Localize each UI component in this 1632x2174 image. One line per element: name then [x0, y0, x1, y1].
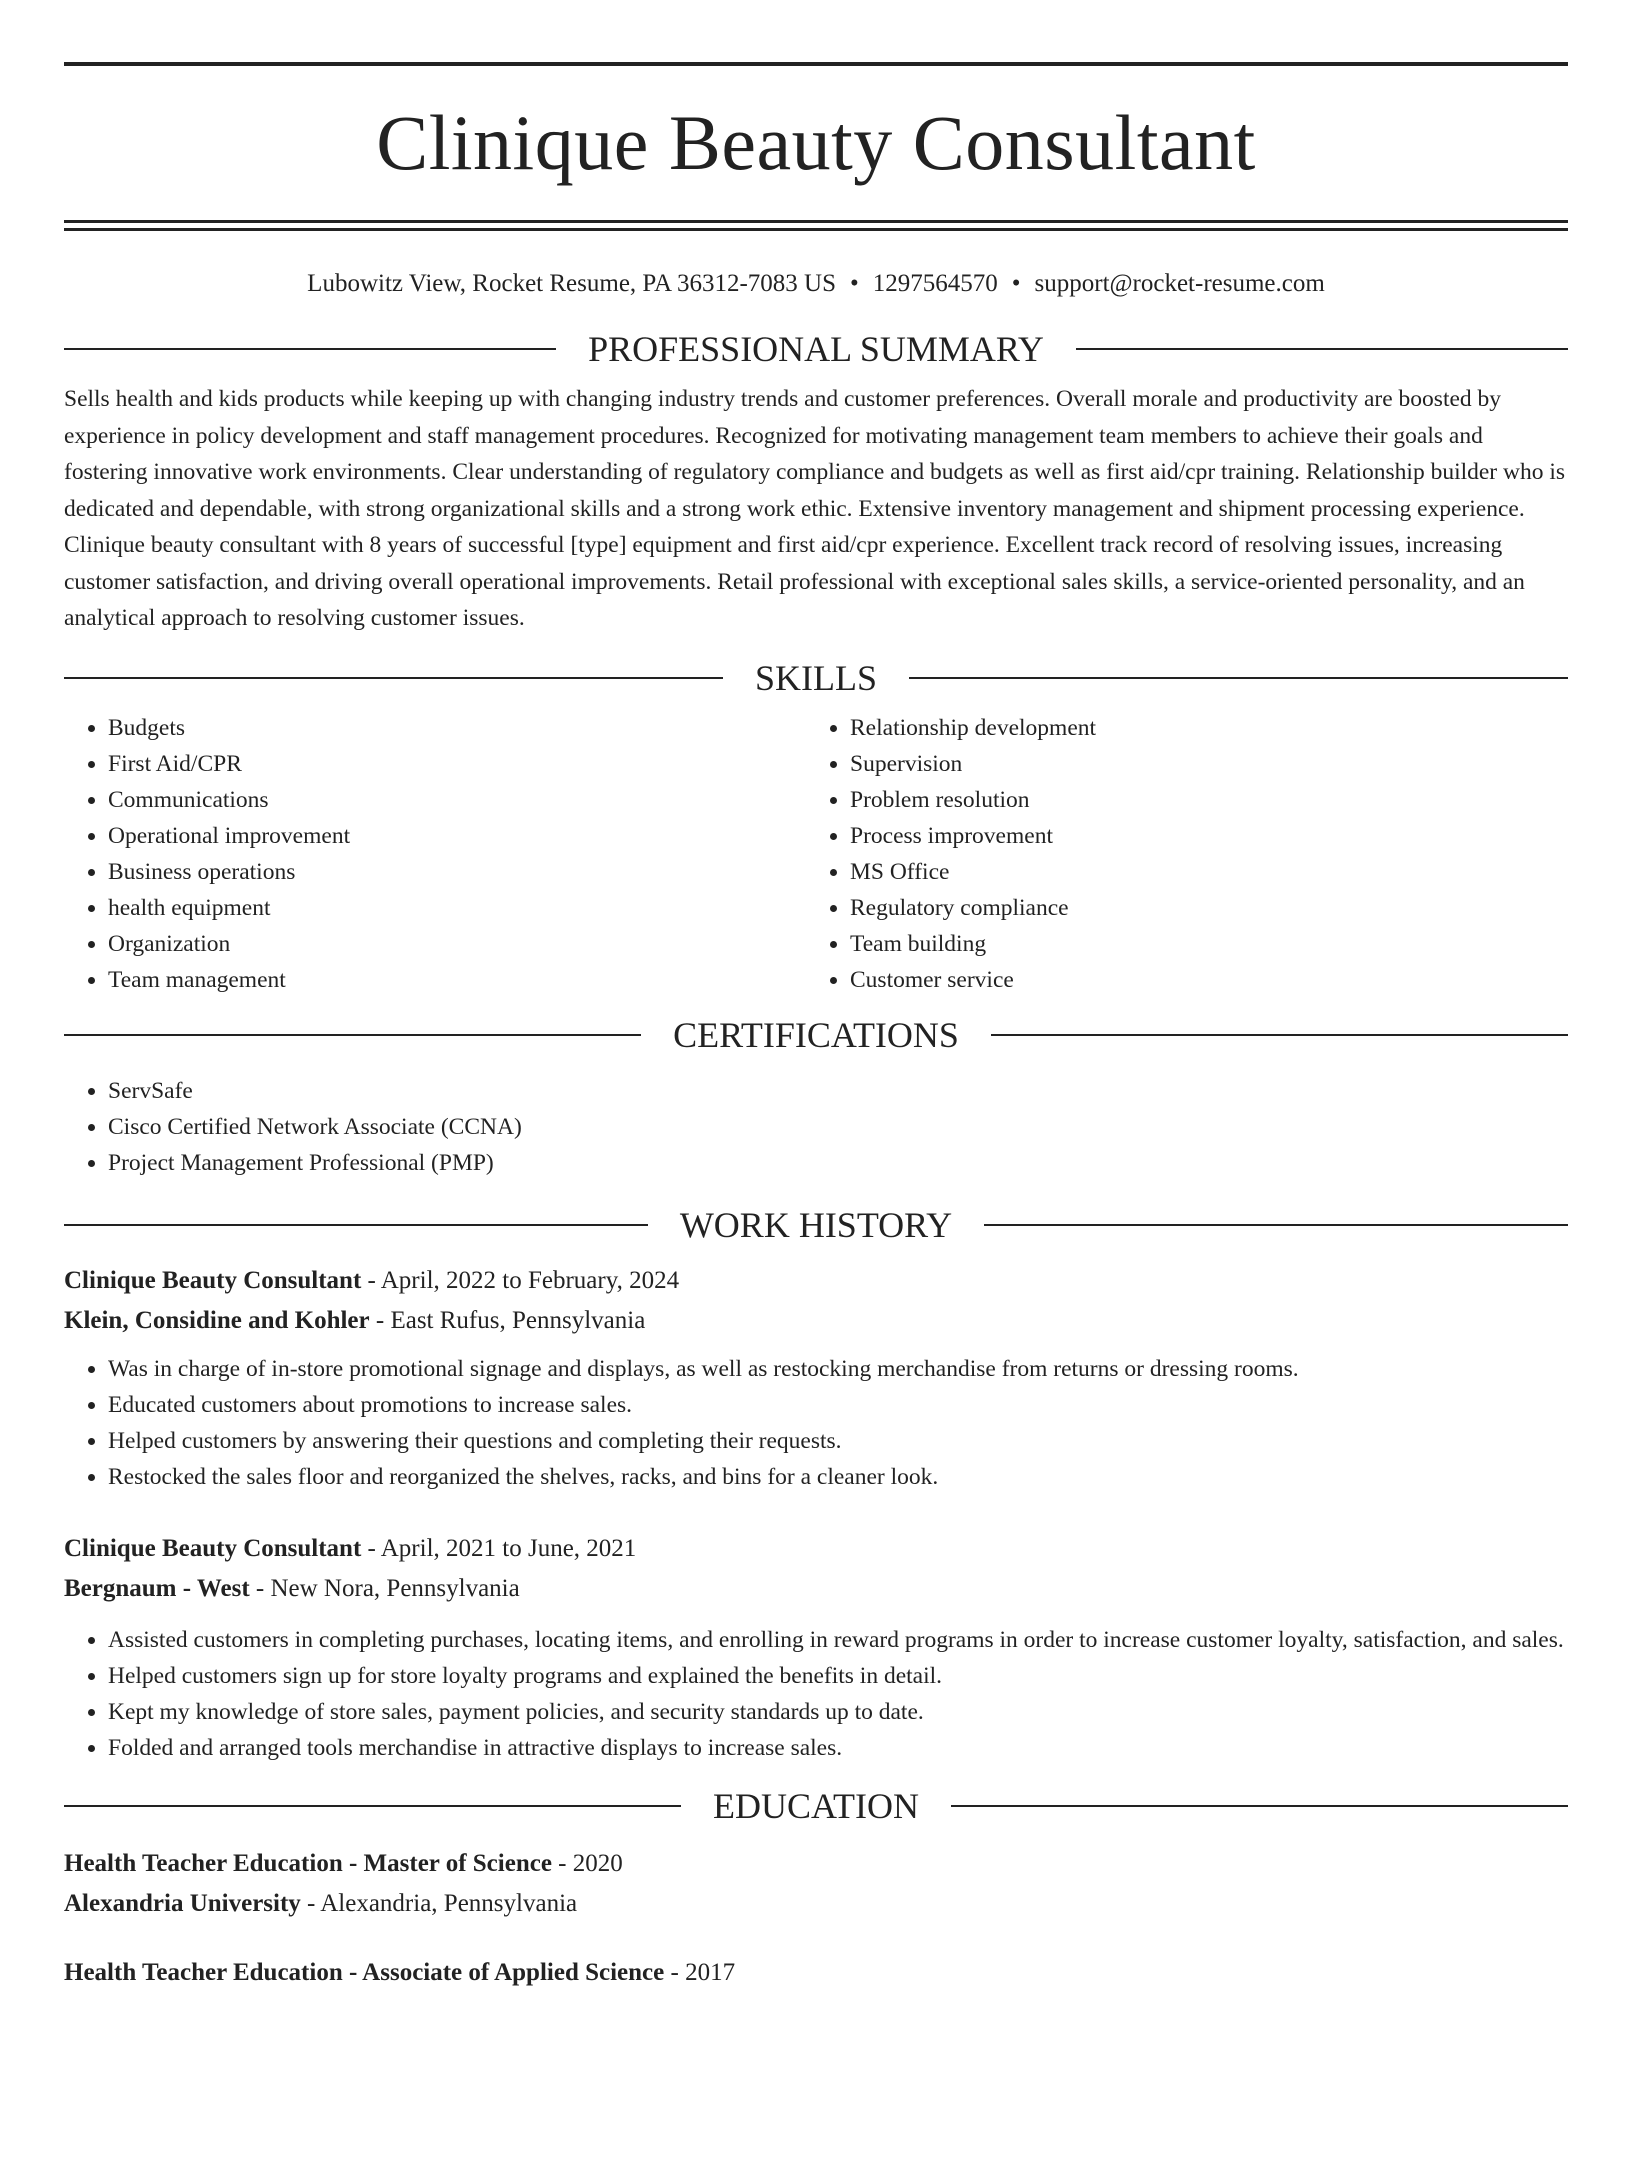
contact-email: support@rocket-resume.com [1034, 270, 1325, 297]
skill-item: • Process improvement [850, 818, 1548, 854]
skill-item: • Budgets [108, 710, 806, 746]
job-role: Clinique Beauty Consultant [64, 1266, 362, 1294]
education-school-line [64, 1884, 1568, 1924]
education-school: Alexandria University [64, 1889, 301, 1917]
heading-rule-right [1076, 348, 1568, 350]
skill-item: • Organization [108, 926, 806, 962]
job-company-line [64, 1301, 1568, 1341]
skill-item: • health equipment [108, 890, 806, 926]
skill-item: • MS Office [850, 854, 1548, 890]
heading-rule-left [64, 348, 556, 350]
skill-item: • Business operations [108, 854, 806, 890]
job-bullet: • Helped customers sign up for store loyalty programs and explained the benefits in detail. [108, 1658, 1568, 1694]
skill-item: • Relationship development [850, 710, 1548, 746]
education-degree: Health Teacher Education - Associate of Applied Science [64, 1958, 665, 1986]
skills-grid [64, 710, 1568, 998]
education-entry [64, 1953, 1568, 1993]
skill-item: • Supervision [850, 746, 1548, 782]
job-company: Klein, Considine and Kohler [64, 1306, 370, 1334]
resume-title: Clinique Beauty Consultant [376, 99, 1256, 186]
heading-rule-right [909, 677, 1568, 679]
job-bullet: • Assisted customers in completing purchases, locating items, and enrolling in reward programs in order to increase customer loyalty, satisfaction, and sales. [108, 1622, 1568, 1658]
education-degree-line [64, 1953, 1568, 1993]
skill-item: • Operational improvement [108, 818, 806, 854]
skills-column-left [64, 710, 806, 998]
skill-item: • Communications [108, 782, 806, 818]
job-company: Bergnaum - West [64, 1574, 250, 1602]
job-entry [64, 1261, 1568, 1495]
certification-item: • Project Management Professional (PMP) [108, 1145, 1568, 1181]
job-entry [64, 1529, 1568, 1766]
section-title: EDUCATION [713, 1785, 919, 1826]
skills-column-right [806, 710, 1548, 998]
job-bullet: • Folded and arranged tools merchandise in attractive displays to increase sales. [108, 1730, 1568, 1766]
contact-address: Lubowitz View, Rocket Resume, PA 36312-7083 US [307, 270, 836, 297]
certification-item: • Cisco Certified Network Associate (CCNA) [108, 1109, 1568, 1145]
heading-rule-right [984, 1224, 1568, 1226]
skill-item: • Team management [108, 962, 806, 998]
heading-rule-left [64, 1805, 681, 1807]
section-title: CERTIFICATIONS [673, 1014, 959, 1055]
contact-separator: • [849, 270, 859, 297]
skill-item: • First Aid/CPR [108, 746, 806, 782]
education-year: - 2020 [551, 1849, 623, 1877]
certification-item: • ServSafe [108, 1073, 1568, 1109]
job-dates: - April, 2022 to February, 2024 [361, 1266, 680, 1294]
work-heading [64, 1203, 1568, 1247]
summary-text: Sells health and kids products while keeping up with changing industry trends and customer preferences. Overall morale and productivity are boosted by experience in policy development and staff management procedures. Recognized for motivating management team members to achieve their goals and fostering innovative work environments. Clear understanding of regulatory compliance and budgets as well as first aid/cpr training. Relationship builder who is dedicated and dependable, with strong organizational skills and a strong work ethic. Extensive inventory management and shipment processing experience. Clinique beauty consultant with 8 years of successful [type] equipment and first aid/cpr experience. Excellent track record of resolving issues, increasing customer satisfaction, and driving overall operational improvements. Retail professional with exceptional sales skills, a service-oriented personality, and an analytical approach to resolving customer issues. [64, 386, 1566, 631]
job-bullets [64, 1622, 1568, 1766]
heading-rule-left [64, 677, 723, 679]
skill-item: • Customer service [850, 962, 1548, 998]
education-year: - 2017 [664, 1958, 736, 1986]
heading-rule-left [64, 1224, 648, 1226]
section-title: SKILLS [755, 657, 878, 698]
job-company-line [64, 1569, 1568, 1609]
job-bullet: • Kept my knowledge of store sales, payment policies, and security standards up to date. [108, 1694, 1568, 1730]
job-dates: - April, 2021 to June, 2021 [361, 1534, 637, 1562]
job-bullet: • Helped customers by answering their questions and completing their requests. [108, 1423, 1568, 1459]
heading-rule-right [991, 1034, 1568, 1036]
skill-item: • Regulatory compliance [850, 890, 1548, 926]
certifications-heading [64, 1013, 1568, 1057]
job-bullets [64, 1351, 1568, 1495]
resume-page [0, 62, 1632, 2174]
section-title: WORK HISTORY [679, 1204, 953, 1245]
job-bullet: • Educated customers about promotions to increase sales. [108, 1387, 1568, 1423]
education-degree: Health Teacher Education - Master of Science [64, 1849, 552, 1877]
title-double-rule [64, 220, 1568, 231]
certifications-list [64, 1073, 1568, 1181]
job-bullet: • Restocked the sales floor and reorganized the shelves, racks, and bins for a cleaner look. [108, 1459, 1568, 1495]
section-title: PROFESSIONAL SUMMARY [588, 329, 1044, 369]
education-degree-line [64, 1844, 1568, 1884]
education-entry [64, 1844, 1568, 1924]
job-location: - New Nora, Pennsylvania [249, 1574, 520, 1602]
summary-heading [64, 327, 1568, 371]
job-title-line [64, 1261, 1568, 1301]
education-location: - Alexandria, Pennsylvania [300, 1889, 578, 1917]
skill-item: • Team building [850, 926, 1548, 962]
heading-rule-right [951, 1805, 1568, 1807]
skills-heading [64, 656, 1568, 700]
contact-phone: 1297564570 [872, 270, 998, 297]
job-title-line [64, 1529, 1568, 1569]
job-location: - East Rufus, Pennsylvania [369, 1306, 646, 1334]
top-rule [64, 62, 1568, 66]
contact-line [64, 267, 1568, 301]
job-role: Clinique Beauty Consultant [64, 1534, 362, 1562]
heading-rule-left [64, 1034, 641, 1036]
job-bullet: • Was in charge of in-store promotional signage and displays, as well as restocking merchandise from returns or dressing rooms. [108, 1351, 1568, 1387]
education-heading [64, 1784, 1568, 1828]
skill-item: • Problem resolution [850, 782, 1548, 818]
contact-separator: • [1011, 270, 1021, 297]
